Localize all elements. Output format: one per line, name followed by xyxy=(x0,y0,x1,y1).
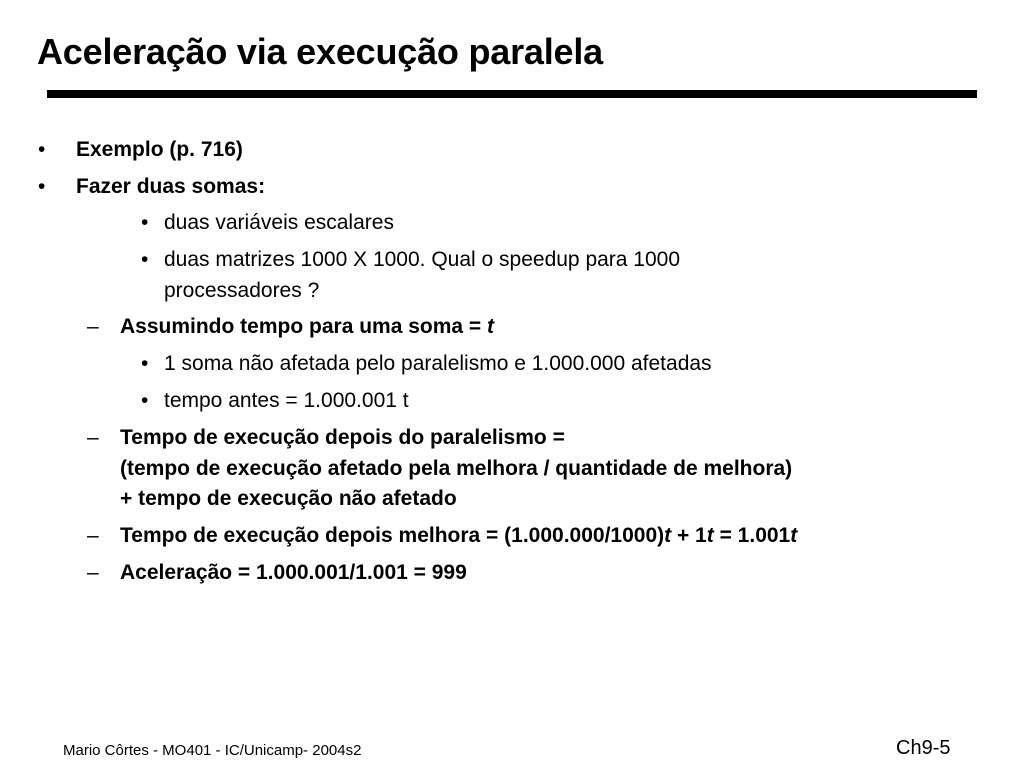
dash-tempo-melhora: Tempo de execução depois melhora = (1.000.000/1000)t + 1t = 1.001t xyxy=(120,524,798,547)
sub-bullet-marker: • xyxy=(141,211,149,234)
sub-bullet-matrizes: duas matrizes 1000 X 1000. Qual o speedup para 1000 xyxy=(164,248,681,271)
sub-bullet-marker: • xyxy=(141,352,149,375)
variable-t: t xyxy=(487,315,495,338)
sub-bullet-marker: • xyxy=(141,248,149,271)
slide-number: Ch9-5 xyxy=(896,737,951,759)
sub-bullet-matrizes-cont: processadores ? xyxy=(164,279,320,302)
dash-aceleracao: Aceleração = 1.000.001/1.001 = 999 xyxy=(120,561,467,584)
sub-bullet-tempo-antes: tempo antes = 1.000.001 t xyxy=(164,389,409,412)
sub-bullet-uma-soma: 1 soma não afetada pelo paralelismo e 1.000.000 afetadas xyxy=(164,352,712,375)
dash-tempo-paralelismo-formula: (tempo de execução afetado pela melhora / quantidade de melhora) xyxy=(120,457,793,480)
dash-tempo-paralelismo-nao-afetado: + tempo de execução não afetado xyxy=(120,487,457,510)
bullet-marker: • xyxy=(38,175,46,198)
bullet-exemplo: Exemplo (p. 716) xyxy=(76,138,243,161)
slide-title: Aceleração via execução paralela xyxy=(37,31,603,72)
footer-author: Mario Côrtes - MO401 - IC/Unicamp- 2004s2 xyxy=(63,742,362,759)
sub-bullet-escalares: duas variáveis escalares xyxy=(164,211,394,234)
sub-bullet-marker: • xyxy=(141,389,149,412)
dash-marker: – xyxy=(87,524,99,547)
dash-marker: – xyxy=(87,315,99,338)
dash-marker: – xyxy=(87,561,99,584)
dash-marker: – xyxy=(87,426,99,449)
bullet-marker: • xyxy=(38,138,46,161)
dash-tempo-paralelismo: Tempo de execução depois do paralelismo = xyxy=(120,426,565,449)
bullet-fazer-duas-somas: Fazer duas somas: xyxy=(76,175,266,198)
title-rule xyxy=(47,90,977,98)
dash-assumindo: Assumindo tempo para uma soma = t xyxy=(120,315,495,338)
